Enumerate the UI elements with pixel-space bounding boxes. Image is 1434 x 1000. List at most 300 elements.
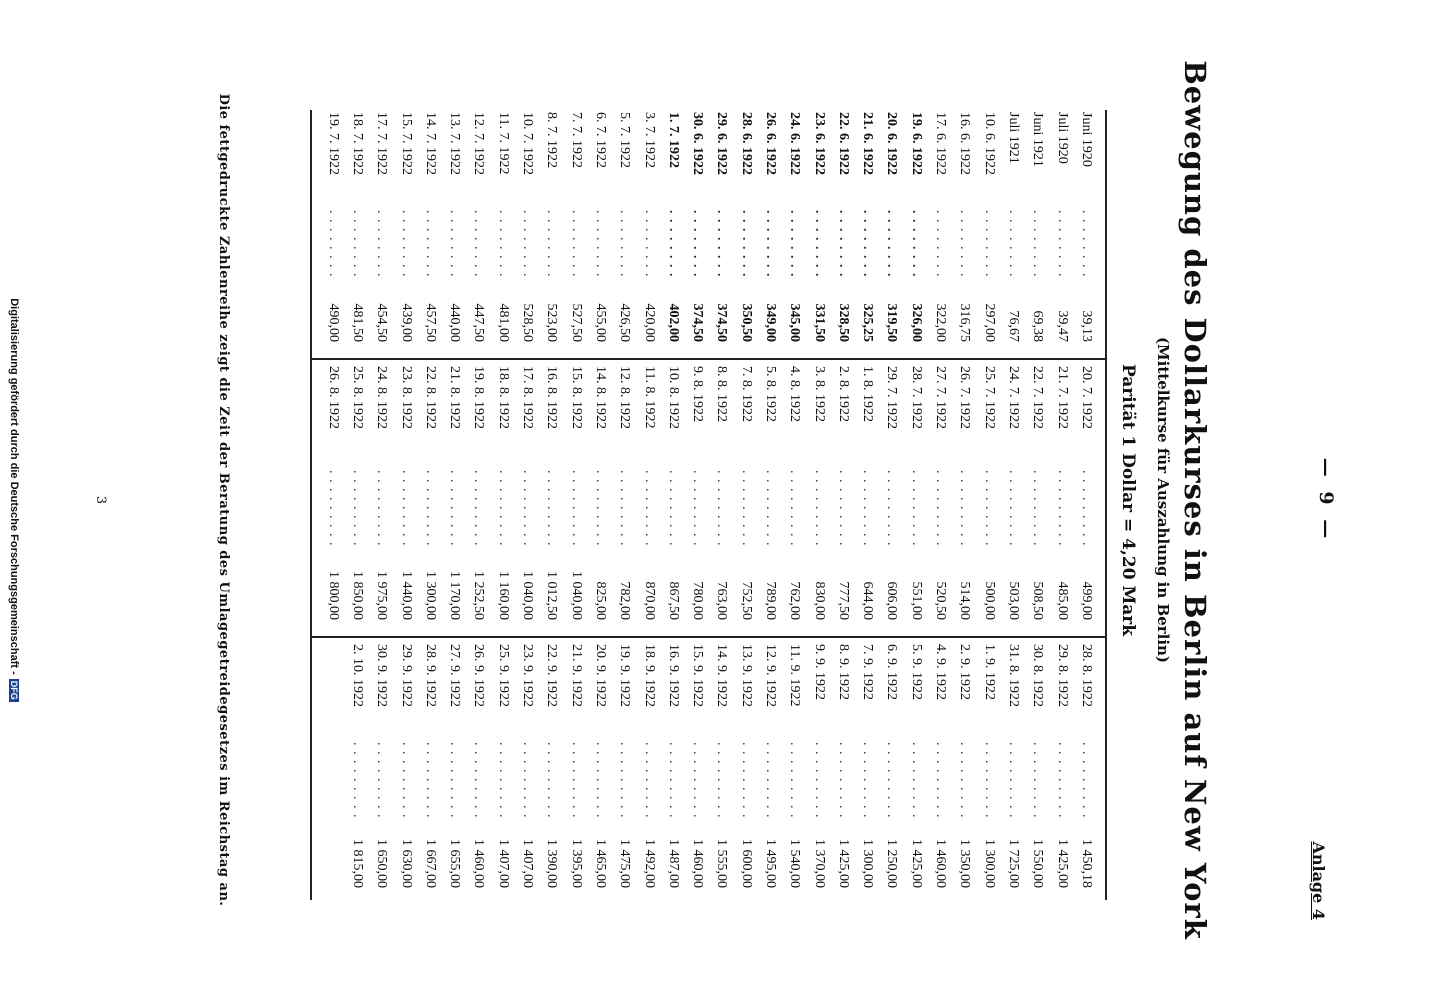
row-date: 8. 8. 1922: [714, 366, 730, 422]
table-row: [952, 366, 976, 630]
row-date: 25. 8. 1922: [349, 366, 365, 429]
table-row: [879, 112, 903, 352]
table-row: [855, 112, 879, 352]
row-value: 1 460,00: [690, 839, 706, 888]
table-row: [515, 644, 539, 898]
table-column-2: [321, 366, 1099, 630]
row-date: 17. 8. 1922: [520, 366, 536, 429]
row-value: 76,67: [1005, 310, 1021, 342]
row-value: 1 450,18: [1078, 839, 1094, 888]
row-date: 15. 7. 1922: [398, 112, 414, 175]
row-value: 782,00: [617, 581, 633, 620]
row-value: 402,00: [665, 303, 681, 342]
leader-dots: [981, 210, 997, 280]
row-date: 11. 9. 1922: [787, 644, 803, 707]
row-date: 30. 9. 1922: [374, 644, 390, 707]
row-value: 762,00: [787, 581, 803, 620]
leader-dots: [859, 470, 875, 548]
row-date: 28. 8. 1922: [1078, 644, 1094, 707]
row-value: 1 540,00: [787, 839, 803, 888]
dfg-logo: DFG: [9, 680, 19, 700]
row-value: 527,50: [568, 303, 584, 342]
table-row: [879, 644, 903, 898]
row-value: 1 250,00: [884, 839, 900, 888]
row-value: 1 407,00: [495, 839, 511, 888]
row-value: 69,38: [1030, 310, 1046, 342]
row-date: 26. 8. 1922: [325, 366, 341, 429]
row-value: 1 655,00: [447, 839, 463, 888]
leader-dots: [398, 742, 414, 822]
row-date: 9. 9. 1922: [811, 644, 827, 700]
row-date: 27. 7. 1922: [933, 366, 949, 429]
table-row: [612, 366, 636, 630]
table-row: [685, 366, 709, 630]
row-value: 1 425,00: [835, 839, 851, 888]
row-value: 322,00: [933, 303, 949, 342]
leader-dots: [373, 742, 389, 822]
row-date: 5. 8. 1922: [763, 366, 778, 422]
parity-line: Parität 1 Dollar = 4,20 Mark: [1118, 363, 1138, 637]
table-row: [661, 366, 685, 630]
leader-dots: [1005, 742, 1021, 822]
annex-label: Anlage 4: [1309, 841, 1328, 920]
table-row: [904, 112, 928, 352]
leader-dots: [1054, 470, 1070, 548]
table-row: [588, 112, 612, 352]
row-date: 22. 8. 1922: [422, 366, 438, 429]
leader-dots: [422, 210, 438, 280]
leader-dots: [616, 470, 632, 548]
leader-dots: [932, 210, 948, 280]
row-value: 1 440,00: [398, 571, 414, 620]
row-date: 22. 7. 1922: [1030, 366, 1046, 429]
row-value: 830,00: [811, 581, 827, 620]
table-row: [758, 644, 782, 898]
leader-dots: [786, 470, 802, 548]
row-date: 2. 8. 1922: [835, 366, 851, 422]
leader-dots: [325, 470, 341, 548]
row-value: 1 350,00: [957, 839, 973, 888]
leader-dots: [398, 210, 414, 280]
column-divider-1: [312, 358, 1107, 360]
leader-dots: [1029, 470, 1045, 548]
row-date: 28. 6. 1922: [738, 112, 754, 175]
row-date: 16. 8. 1922: [544, 366, 560, 429]
leader-dots: [470, 210, 486, 280]
leader-dots: [738, 742, 754, 822]
table-row: [661, 644, 685, 898]
row-value: 350,50: [738, 303, 754, 342]
table-row: [1001, 112, 1025, 352]
table-row: [636, 112, 660, 352]
row-date: 23. 6. 1922: [811, 112, 827, 175]
row-date: 8. 9. 1922: [835, 644, 851, 700]
table-row: [806, 366, 830, 630]
leader-dots: [762, 210, 778, 280]
row-value: 490,00: [325, 303, 341, 342]
row-value: 485,00: [1054, 581, 1070, 620]
row-value: 1 650,00: [374, 839, 390, 888]
row-value: 1 425,00: [908, 839, 924, 888]
leader-dots: [568, 742, 584, 822]
leader-dots: [908, 742, 924, 822]
row-date: 28. 9. 1922: [422, 644, 438, 707]
table-row: [563, 112, 587, 352]
row-value: 508,50: [1030, 581, 1046, 620]
table-row: [539, 644, 563, 898]
row-date: 12. 7. 1922: [471, 112, 487, 175]
row-date: 7. 9. 1922: [860, 644, 876, 700]
table-row: [879, 366, 903, 630]
row-date: 6. 7. 1922: [592, 112, 608, 168]
row-value: 1 407,00: [520, 839, 536, 888]
row-value: 1 475,00: [617, 839, 633, 888]
leader-dots: [349, 742, 365, 822]
row-value: 1 300,00: [860, 839, 876, 888]
table-row: [321, 366, 345, 630]
row-date: 31. 8. 1922: [1005, 644, 1021, 707]
row-value: 1 815,00: [349, 839, 365, 888]
page-number: — 9 —: [1315, 457, 1337, 543]
table-row: [466, 112, 490, 352]
row-date: 21. 8. 1922: [447, 366, 463, 429]
row-value: 325,25: [860, 303, 876, 342]
table-row: [563, 644, 587, 898]
leader-dots: [713, 470, 729, 548]
digitization-text: Digitalisierung gefördert durch die Deutsche Forschungsgemeinschaft -: [8, 298, 20, 675]
row-date: 3. 7. 1922: [641, 112, 657, 168]
leader-dots: [665, 210, 681, 280]
table-row: [1025, 366, 1049, 630]
leader-dots: [835, 742, 851, 822]
leader-dots: [325, 210, 341, 280]
row-value: 39,47: [1054, 310, 1070, 342]
row-date: 24. 7. 1922: [1005, 366, 1021, 429]
row-date: 10. 6. 1922: [981, 112, 997, 175]
row-value: 1 040,00: [520, 571, 536, 620]
leader-dots: [616, 742, 632, 822]
leader-dots: [422, 470, 438, 548]
table-row: [1049, 112, 1073, 352]
table-row: [612, 112, 636, 352]
row-date: 1. 7. 1922: [665, 112, 681, 168]
leader-dots: [811, 742, 827, 822]
leader-dots: [543, 210, 559, 280]
table-row: [1025, 112, 1049, 352]
row-date: 17. 7. 1922: [374, 112, 390, 175]
row-value: 528,50: [520, 303, 536, 342]
page-title: Bewegung des Dollarkurses in Berlin auf New York: [1178, 60, 1212, 940]
row-date: 16. 6. 1922: [957, 112, 973, 175]
row-value: 374,50: [714, 303, 730, 342]
row-date: 14. 8. 1922: [592, 366, 608, 429]
leader-dots: [1054, 210, 1070, 280]
table-row: [806, 112, 830, 352]
row-value: 326,00: [908, 303, 924, 342]
row-value: 331,50: [811, 303, 827, 342]
leader-dots: [786, 210, 802, 280]
row-date: 20. 9. 1922: [592, 644, 608, 707]
leader-dots: [738, 210, 754, 280]
row-date: 29. 6. 1922: [714, 112, 730, 175]
table-row: [977, 366, 1001, 630]
table-row: [734, 644, 758, 898]
page-subtitle: (Mittelkurse für Auszahlung in Berlin): [1154, 336, 1172, 664]
row-value: 867,50: [665, 581, 681, 620]
row-date: 11. 7. 1922: [495, 112, 511, 175]
table-row: [393, 112, 417, 352]
table-row: [1074, 644, 1098, 898]
leader-dots: [1005, 210, 1021, 280]
row-value: 374,50: [690, 303, 706, 342]
table-row: [636, 644, 660, 898]
row-date: 15. 8. 1922: [568, 366, 584, 429]
row-date: 24. 6. 1922: [787, 112, 803, 175]
row-value: 328,50: [835, 303, 851, 342]
row-value: 345,00: [787, 303, 803, 342]
table-row: [466, 644, 490, 898]
leader-dots: [811, 210, 827, 280]
leader-dots: [495, 210, 511, 280]
row-value: 1 492,00: [641, 839, 657, 888]
row-date: 26. 9. 1922: [471, 644, 487, 707]
row-date: 4. 8. 1922: [787, 366, 803, 422]
row-value: 1 040,00: [568, 571, 584, 620]
row-value: 1 252,50: [471, 571, 487, 620]
table-row: [418, 112, 442, 352]
row-value: 1 170,00: [447, 571, 463, 620]
row-value: 870,00: [641, 581, 657, 620]
row-value: 420,00: [641, 303, 657, 342]
row-value: 455,00: [592, 303, 608, 342]
row-date: 21. 9. 1922: [568, 644, 584, 707]
table-row: [1049, 644, 1073, 898]
row-date: 7. 8. 1922: [738, 366, 754, 422]
row-value: 644,00: [860, 581, 876, 620]
row-date: 18. 7. 1922: [349, 112, 365, 175]
leader-dots: [543, 470, 559, 548]
row-date: Juli 1921: [1005, 112, 1021, 164]
table-row: [345, 366, 369, 630]
row-value: 447,50: [471, 303, 487, 342]
row-value: 1 667,00: [422, 839, 438, 888]
leader-dots: [519, 210, 535, 280]
leader-dots: [1029, 210, 1045, 280]
leader-dots: [932, 470, 948, 548]
row-value: 825,00: [592, 581, 608, 620]
leader-dots: [592, 742, 608, 822]
table-row: [831, 366, 855, 630]
footnote: Die fettgedruckte Zahlenreihe zeigt die Zeit der Beratung des Umlagegetreidegesetzes im Reichstag an.: [216, 93, 231, 907]
leader-dots: [762, 470, 778, 548]
leader-dots: [689, 210, 705, 280]
table-row: [734, 112, 758, 352]
leader-dots: [519, 742, 535, 822]
table-row: [393, 644, 417, 898]
row-value: 1 600,00: [738, 839, 754, 888]
table-row: [369, 112, 393, 352]
row-value: 1 975,00: [374, 571, 390, 620]
row-value: 1 487,00: [665, 839, 681, 888]
row-value: 1 850,00: [349, 571, 365, 620]
leader-dots: [811, 470, 827, 548]
row-value: 780,00: [690, 581, 706, 620]
row-value: 1 390,00: [544, 839, 560, 888]
table-row: [758, 112, 782, 352]
row-value: 1 725,00: [1005, 839, 1021, 888]
row-value: 1 495,00: [763, 839, 778, 888]
table-row: [345, 644, 369, 898]
leader-dots: [398, 470, 414, 548]
table-row: [491, 644, 515, 898]
table-row: [1025, 644, 1049, 898]
leader-dots: [446, 210, 462, 280]
table-row: [1001, 644, 1025, 898]
row-value: 499,00: [1078, 581, 1094, 620]
table-row: [928, 112, 952, 352]
table-row: [466, 366, 490, 630]
row-date: 5. 7. 1922: [617, 112, 633, 168]
table-bottom-rule: [310, 110, 312, 900]
row-date: 29. 8. 1922: [1054, 644, 1070, 707]
table-row: [855, 644, 879, 898]
row-date: 18. 8. 1922: [495, 366, 511, 429]
row-date: 21. 6. 1922: [860, 112, 876, 175]
row-date: 30. 6. 1922: [690, 112, 706, 175]
table-row: [806, 644, 830, 898]
table-row: [952, 644, 976, 898]
row-value: 316,75: [957, 303, 973, 342]
table-row: [734, 366, 758, 630]
leader-dots: [519, 470, 535, 548]
table-row: [636, 366, 660, 630]
leader-dots: [835, 470, 851, 548]
leader-dots: [981, 470, 997, 548]
row-value: 520,50: [933, 581, 949, 620]
table-column-1: [321, 112, 1099, 352]
table-row: [782, 366, 806, 630]
row-date: 5. 9. 1922: [908, 644, 924, 700]
row-value: 319,50: [884, 303, 900, 342]
row-date: 19. 8. 1922: [471, 366, 487, 429]
leader-dots: [786, 742, 802, 822]
row-date: 29. 9. 1922: [398, 644, 414, 707]
table-row: [539, 366, 563, 630]
leader-dots: [446, 470, 462, 548]
row-value: 426,50: [617, 303, 633, 342]
row-date: 26. 7. 1922: [957, 366, 973, 429]
leader-dots: [689, 742, 705, 822]
leader-dots: [883, 470, 899, 548]
row-value: 606,00: [884, 581, 900, 620]
table-row: [588, 644, 612, 898]
row-date: 27. 9. 1922: [447, 644, 463, 707]
table-row: [515, 112, 539, 352]
row-date: 30. 8. 1922: [1030, 644, 1046, 707]
table-row: [369, 366, 393, 630]
table-row: [709, 112, 733, 352]
footer-page-number: 3: [93, 495, 108, 505]
leader-dots: [568, 210, 584, 280]
row-date: 28. 7. 1922: [908, 366, 924, 429]
leader-dots: [1078, 742, 1094, 822]
row-date: 26. 6. 1922: [763, 112, 778, 175]
row-date: 12. 8. 1922: [617, 366, 633, 429]
leader-dots: [373, 470, 389, 548]
row-date: 11. 8. 1922: [641, 366, 657, 429]
leader-dots: [956, 470, 972, 548]
leader-dots: [422, 742, 438, 822]
row-date: 23. 9. 1922: [520, 644, 536, 707]
row-date: 22. 6. 1922: [835, 112, 851, 175]
leader-dots: [568, 470, 584, 548]
row-date: 10. 7. 1922: [520, 112, 536, 175]
row-date: 19. 9. 1922: [617, 644, 633, 707]
row-value: 297,00: [981, 303, 997, 342]
row-date: 1. 8. 1922: [860, 366, 876, 422]
row-value: 1 800,00: [325, 571, 341, 620]
row-date: 9. 8. 1922: [690, 366, 706, 422]
row-value: 457,50: [422, 303, 438, 342]
leader-dots: [495, 470, 511, 548]
table-row: [928, 366, 952, 630]
leader-dots: [373, 210, 389, 280]
row-value: 454,50: [374, 303, 390, 342]
table-row: [709, 644, 733, 898]
row-value: 503,00: [1005, 581, 1021, 620]
row-value: 1 300,00: [981, 839, 997, 888]
leader-dots: [1078, 210, 1094, 280]
table-row: [1001, 366, 1025, 630]
table-row: [1074, 112, 1098, 352]
row-date: 14. 7. 1922: [422, 112, 438, 175]
leader-dots: [956, 742, 972, 822]
table-row: [1074, 366, 1098, 630]
leader-dots: [592, 210, 608, 280]
table-row: [758, 366, 782, 630]
leader-dots: [470, 470, 486, 548]
leader-dots: [883, 742, 899, 822]
row-value: 789,00: [763, 581, 778, 620]
leader-dots: [981, 742, 997, 822]
row-value: 1 395,00: [568, 839, 584, 888]
row-value: 1 555,00: [714, 839, 730, 888]
leader-dots: [713, 742, 729, 822]
row-value: 1 630,00: [398, 839, 414, 888]
row-date: 1. 9. 1922: [981, 644, 997, 700]
table-row: [588, 366, 612, 630]
leader-dots: [1078, 470, 1094, 548]
row-value: 777,50: [835, 581, 851, 620]
row-value: 1 300,00: [422, 571, 438, 620]
row-value: 1 460,00: [471, 839, 487, 888]
table-row: [685, 112, 709, 352]
row-date: Juni 1921: [1030, 112, 1046, 167]
row-value: 1 425,00: [1054, 839, 1070, 888]
row-date: 2. 10. 1922: [349, 644, 365, 707]
row-value: 1 465,00: [592, 839, 608, 888]
row-value: 514,00: [957, 581, 973, 620]
row-date: 25. 7. 1922: [981, 366, 997, 429]
leader-dots: [1005, 470, 1021, 548]
table-row: [904, 644, 928, 898]
table-row: [977, 112, 1001, 352]
table-row: [977, 644, 1001, 898]
leader-dots: [641, 742, 657, 822]
table-row: [831, 112, 855, 352]
row-date: 24. 8. 1922: [374, 366, 390, 429]
row-value: 500,00: [981, 581, 997, 620]
